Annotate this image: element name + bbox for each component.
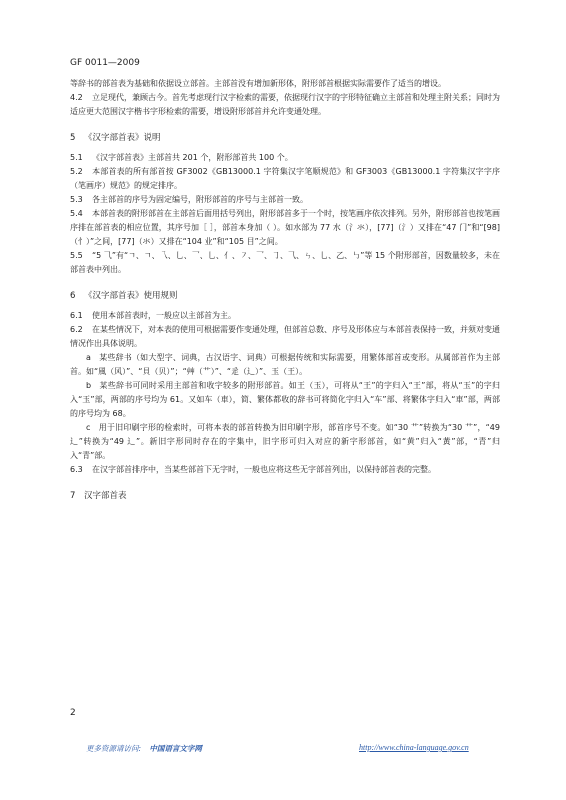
section-title: 汉字部首表	[84, 491, 127, 501]
section-6-heading	[70, 289, 500, 303]
page-content	[70, 77, 500, 509]
clause-6-1	[70, 309, 500, 323]
clause-number: 5.2	[70, 167, 83, 176]
section-5-heading	[70, 131, 500, 145]
clause-6-2	[70, 323, 500, 351]
page-number: 2	[70, 708, 76, 718]
clause-5-3	[70, 193, 500, 207]
clause-text: 《汉字部首表》主部首共 201 个，附形部首共 100 个。	[92, 153, 293, 162]
document-id: GF 0011—2009	[70, 58, 140, 68]
clause-4-2	[70, 91, 500, 119]
footer-url-link[interactable]: http://www.china-language.gov.cn	[359, 743, 469, 752]
section-number: 7	[70, 491, 76, 501]
section4-continuation: 等辞书的部首表为基础和依据设立部首。主部首没有增加新形体，附形部首根据实际需要作了适当的增设。	[70, 79, 446, 88]
clause-number: 5.3	[70, 195, 83, 204]
section-number: 6	[70, 291, 76, 301]
clause-number: 5.4	[70, 209, 83, 218]
clause-number: 6.3	[70, 465, 83, 474]
section-number: 5	[70, 133, 76, 143]
clause-text: 本部首表的所有部首按 GF3002《GB13000.1 字符集汉字笔顺规范》和 GF3003《GB13000.1 字符集汉字字序（笔画序）规范》的规定排序。	[70, 167, 500, 190]
clause-5-4	[70, 207, 500, 249]
clause-text: 使用本部首表时，一般应以主部首为主。	[92, 311, 236, 320]
section-7-heading	[70, 489, 500, 503]
clause-text: 在某些情况下，对本表的使用可根据需要作变通处理，但部首总数、序号及形体应与本部首表保持一致，并须对变通情况作出具体说明。	[70, 325, 500, 348]
clause-number: 5.1	[70, 153, 83, 162]
clause-6-2-a: a 某些辞书（如大型字、词典，古汉语字、词典）可根据传统和实际需要，用繁体部首或变形。从属部首作为主部首。如“風（风）”、“貝（贝）”；“艸（艹）”、“辵（辶）”、玉（王）。	[70, 353, 500, 376]
footer-label: 更多资源请访问:	[86, 744, 142, 753]
clause-5-2	[70, 165, 500, 193]
clause-text: 各主部首的序号为固定编号，附形部首的序号与主部首一致。	[92, 195, 308, 204]
clause-5-5	[70, 249, 500, 277]
clause-6-2-c: c 用于旧印刷字形的检索时，可将本表的部首转换为旧印刷字形，部首序号不变。如“30 艹”转换为“30 艹”，“49 辶”转换为“49 辶”。新旧字形同时存在的字集中，旧字形可归入对应的新字形部首，如“黄”归入“黃”部，“青”归入“青”部。	[70, 423, 500, 460]
clause-6-3	[70, 463, 500, 477]
clause-number: 6.2	[70, 325, 83, 334]
clause-5-1	[70, 151, 500, 165]
clause-text: 立足现代，兼顾古今。首先考虑现行汉字检索的需要，依据现行汉字的字形特征确立主部首和处理主附关系；同时为适应更大范围汉字楷书字形检索的需要，增设附形部首并允许变通处理。	[70, 93, 500, 116]
clause-number: 6.1	[70, 311, 83, 320]
footer	[86, 743, 486, 754]
clause-number: 5.5	[70, 251, 83, 260]
clause-text: “5 ⺄”有“ㄱ、ㄱ、乁、乚、⺂、⺃、⺅、㇇、乛、㇆、⺄、ㄣ、乚、乙、㇉”等 15 个附形部首，因数量较多，未在部首表中列出。	[70, 251, 500, 274]
clause-text: 在汉字部首排序中，当某些部首下无字时，一般也应将这些无字部首列出，以保持部首表的完整。	[92, 465, 436, 474]
clause-6-2-b: b 某些辞书可同时采用主部首和收字较多的附形部首。如王（玉），可将从“王”的字归入“王”部，将从“玉”的字归入“玉”部，两部的序号均为 61。又如车（車），简、繁体都收的辞书可将简化字归入“车”部、将繁体字归入“車”部，两部的序号均为 68。	[70, 381, 500, 418]
footer-site-name: 中国语言文字网	[149, 744, 202, 753]
clause-text: 本部首表的附形部首在主部首后面用括号列出，附形部首多于一个时，按笔画序依次排列。另外，附形部首也按笔画序排在部首表的相应位置，其序号加［ ］，部首本身加（ ）。如水部为 77 水（氵氺），[77]（氵）又排在“47 门”和“[98]（忄）”之间，[77]（氺）又排在“104 业”和“105 目”之间。	[70, 209, 500, 246]
section-title: 《汉字部首表》说明	[84, 133, 161, 143]
section-title: 《汉字部首表》使用规则	[84, 291, 178, 301]
clause-number: 4.2	[70, 93, 83, 102]
